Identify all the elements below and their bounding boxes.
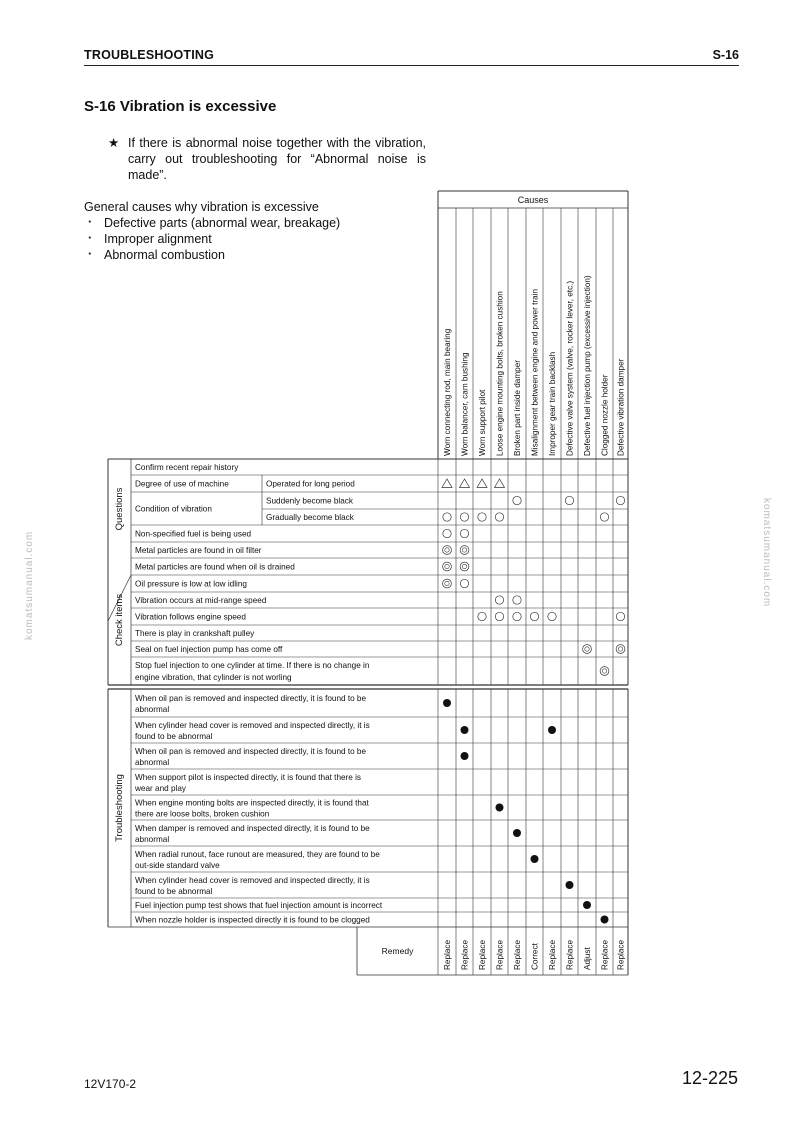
- page-number: 12-225: [681, 1068, 738, 1088]
- symptom-label: Metal particles are found in oil filter: [135, 546, 262, 555]
- circle-mark: [495, 612, 503, 620]
- general-cause-item: · Abnormal combustion: [84, 247, 340, 263]
- triangle-mark: [442, 479, 452, 488]
- questions-label: Questions: [114, 487, 125, 531]
- troubleshooting-item: abnormal: [135, 758, 170, 767]
- troubleshooting-item: found to be abnormal: [135, 732, 213, 741]
- circle-mark: [495, 596, 503, 604]
- symptom-label: Stop fuel injection to one cylinder at time. If there is no change in: [135, 661, 370, 670]
- general-cause-item: · Defective parts (abnormal wear, breakage): [84, 215, 340, 231]
- section-code: S-16: [712, 48, 739, 62]
- remedy-value: Replace: [495, 939, 505, 970]
- troubleshooting-label: Troubleshooting: [114, 774, 125, 842]
- note-text: If there is abnormal noise together with the vibration, carry out troubleshooting for “Abnormal noise is made”.: [128, 136, 426, 182]
- model-number: 12V170-2: [84, 1077, 137, 1091]
- triangle-mark: [460, 479, 470, 488]
- double-circle-inner: [602, 669, 606, 673]
- filled-dot-mark: [461, 752, 469, 760]
- circle-mark: [460, 513, 468, 521]
- double-circle-inner: [462, 564, 466, 568]
- cause-label: Broken part inside damper: [513, 359, 523, 456]
- symptom-label: Degree of use of machine: [135, 479, 229, 489]
- troubleshooting-item: When oil pan is removed and inspected directly, it is found to be: [135, 747, 367, 756]
- troubleshooting-item: When radial runout, face runout are measured, they are found to be: [135, 850, 380, 859]
- watermark-left: komatsumanual.com: [24, 530, 35, 640]
- troubleshooting-item: found to be abnormal: [135, 887, 213, 896]
- double-circle-inner: [445, 581, 449, 585]
- troubleshooting-item: When oil pan is removed and inspected directly, it is found to be: [135, 694, 367, 703]
- circle-mark: [460, 579, 468, 587]
- circle-mark: [478, 612, 486, 620]
- troubleshooting-item: When engine monting bolts are inspected directly, it is found that: [135, 798, 369, 808]
- symptom-label: There is play in crankshaft pulley: [135, 629, 255, 638]
- double-circle-inner: [445, 564, 449, 568]
- symptom-label: Condition of vibration: [135, 504, 212, 514]
- troubleshooting-item: When support pilot is inspected directly, it is found that there is: [135, 773, 362, 782]
- filled-dot-mark: [548, 726, 556, 734]
- cause-label: Improper gear train backlash: [548, 351, 558, 456]
- remedy-value: Replace: [513, 939, 522, 970]
- remedy-value: Adjust: [583, 947, 592, 970]
- symptom-label: Vibration follows engine speed: [135, 612, 246, 622]
- symptom-label: engine vibration, that cylinder is not worling: [135, 673, 292, 682]
- cause-label: Worn connecting rod, main bearing: [443, 328, 453, 456]
- circle-mark: [443, 513, 451, 521]
- filled-dot-mark: [531, 855, 539, 863]
- circle-mark: [513, 496, 521, 504]
- troubleshooting-item: When cylinder head cover is removed and inspected directly, it is: [135, 721, 370, 730]
- double-circle-mark: [443, 579, 452, 588]
- troubleshooting-item: abnormal: [135, 705, 170, 714]
- filled-dot-mark: [461, 726, 469, 734]
- circle-mark: [600, 513, 608, 521]
- double-circle-inner: [462, 548, 466, 552]
- double-circle-mark: [460, 562, 469, 571]
- troubleshooting-item: When nozzle holder is inspected directly it is found to be clogged: [135, 915, 370, 925]
- troubleshooting-item: out-side standard valve: [135, 861, 220, 870]
- filled-dot-mark: [566, 881, 574, 889]
- circle-mark: [530, 612, 538, 620]
- troubleshooting-item: Fuel injection pump test shows that fuel injection amount is incorrect: [135, 901, 383, 910]
- troubleshooting-item: wear and play: [135, 784, 186, 793]
- circle-mark: [565, 496, 573, 504]
- triangle-mark: [477, 479, 487, 488]
- cause-label: Worn support pilot: [478, 389, 488, 456]
- circle-mark: [513, 612, 521, 620]
- remedy-value: Replace: [616, 939, 626, 970]
- circle-mark: [495, 513, 503, 521]
- causes-title: Causes: [517, 195, 549, 205]
- remedy-value: Replace: [565, 939, 575, 970]
- remedy-value: Replace: [600, 939, 610, 970]
- cause-label: Loose engine mounting bolts, broken cushion: [495, 291, 505, 456]
- double-circle-inner: [618, 647, 622, 651]
- cause-label: Worn balancer, cam bushing: [460, 352, 470, 456]
- remedy-value: Replace: [460, 939, 470, 970]
- cause-label: Defective vibration damper: [616, 358, 626, 456]
- circle-mark: [513, 596, 521, 604]
- troubleshooting-item: abnormal: [135, 835, 170, 844]
- general-causes-heading: General causes why vibration is excessive: [84, 200, 319, 214]
- symptom-label: Confirm recent repair history: [135, 463, 239, 472]
- section-name: TROUBLESHOOTING: [84, 48, 215, 62]
- symptom-sub-label: Operated for long period: [266, 479, 355, 489]
- filled-dot-mark: [513, 829, 521, 837]
- remedy-label: Remedy: [381, 946, 414, 956]
- remedy-value: Replace: [548, 939, 557, 970]
- troubleshooting-item: When cylinder head cover is removed and inspected directly, it is: [135, 876, 370, 885]
- symptom-label: Seal on fuel injection pump has come off: [135, 645, 283, 654]
- cause-label: Misalignment between engine and power train: [530, 288, 540, 456]
- star-icon: ★: [108, 136, 120, 150]
- cause-label: Clogged nozzle holder: [600, 374, 610, 456]
- filled-dot-mark: [601, 916, 609, 924]
- remedy-value: Replace: [443, 939, 452, 970]
- remedy-value: Correct: [530, 943, 540, 970]
- general-cause-item: · Improper alignment: [84, 231, 340, 247]
- circle-mark: [616, 612, 624, 620]
- double-circle-inner: [445, 548, 449, 552]
- triangle-mark: [495, 479, 505, 488]
- double-circle-mark: [443, 546, 452, 555]
- double-circle-mark: [460, 546, 469, 555]
- double-circle-mark: [443, 562, 452, 571]
- watermark-right: komatsumanual.com: [761, 498, 772, 608]
- filled-dot-mark: [443, 699, 451, 707]
- symptom-sub-label: Gradually become black: [266, 513, 354, 522]
- page-title: S-16 Vibration is excessive: [84, 98, 277, 115]
- troubleshooting-item: there are loose bolts, broken cushion: [135, 809, 270, 819]
- symptom-label: Vibration occurs at mid-range speed: [135, 596, 267, 605]
- symptom-sub-label: Suddenly become black: [266, 496, 353, 506]
- circle-mark: [548, 612, 556, 620]
- cause-label: Defective valve system (valve, rocker lever, etc.): [565, 280, 575, 456]
- double-circle-mark: [600, 667, 609, 676]
- symptom-label: Oil pressure is low at low idling: [135, 579, 247, 589]
- filled-dot-mark: [496, 804, 504, 812]
- double-circle-mark: [583, 645, 592, 654]
- symptom-label: Non-specified fuel is being used: [135, 529, 252, 539]
- double-circle-inner: [585, 647, 589, 651]
- filled-dot-mark: [583, 901, 591, 909]
- circle-mark: [443, 529, 451, 537]
- troubleshooting-item: When damper is removed and inspected directly, it is found to be: [135, 824, 370, 833]
- check-items-label: Check items: [114, 593, 125, 647]
- cause-label: Defective fuel injection pump (excessive injection): [583, 275, 593, 456]
- circle-mark: [460, 529, 468, 537]
- circle-mark: [478, 513, 486, 521]
- double-circle-mark: [616, 645, 625, 654]
- symptom-label: Metal particles are found when oil is drained: [135, 562, 295, 572]
- circle-mark: [616, 496, 624, 504]
- remedy-value: Replace: [478, 939, 487, 970]
